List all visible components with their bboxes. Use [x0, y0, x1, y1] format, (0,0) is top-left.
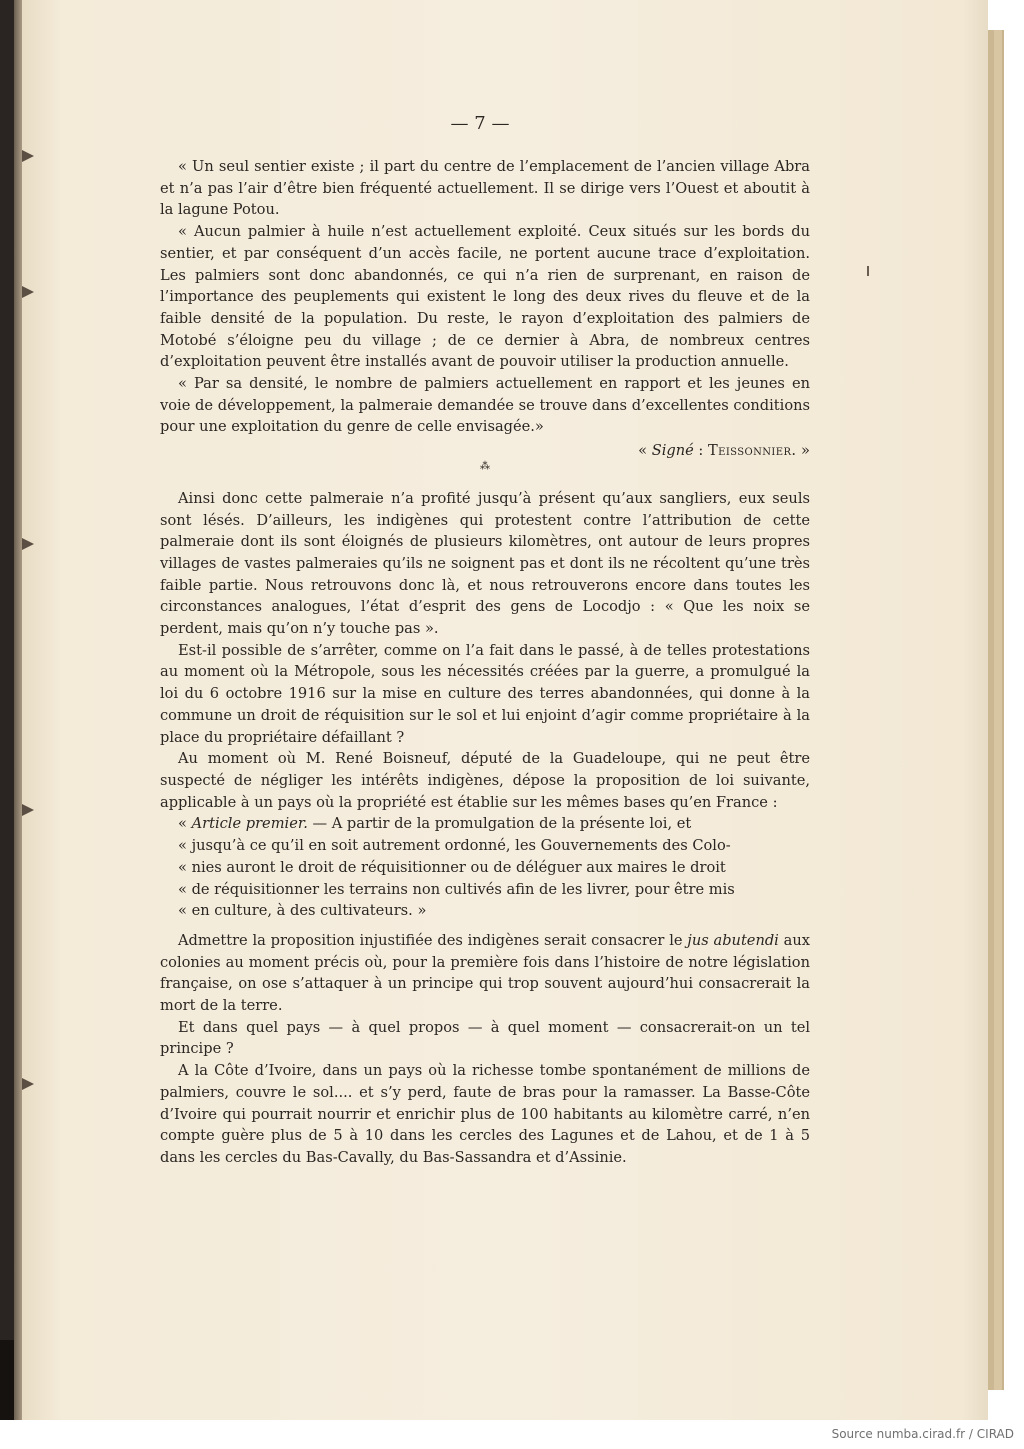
paragraph-quote-palmier: « Aucun palmier à huile n’est actuellement exploité. Ceux situés sur les bords du sentier, et par conséquent d’un accès facile, ne portent aucune trace d’exploitation. Les palmiers sont donc abandonnés, ce qui n’a rien de surprenant, en raison de l’importance des peuplements qui existent le long des deux rives du fleuve et de la faible densité de la population. Du reste, le rayon d’exploitation des palmiers de Motobé s’éloigne peu du village ; de ce dernier à Abra, de nombreux centres d’exploitation peuvent être installés avant de pouvoir utiliser la production annuelle. — [160, 223, 810, 371]
paragraph-quote-densite: « Par sa densité, le nombre de palmiers actuellement en rapport et les jeunes en voie de développement, la palmeraie demandée se trouve dans d’excellentes conditions pour une exploitation du genre de celle envisagée.» — [160, 375, 810, 436]
jus-abutendi-term: jus abutendi — [687, 931, 779, 949]
paragraph-jus-abutendi-end: aux colonies au moment précis où, pour la première fois dans l’histoire de notre législation française, on ose s’attaquer à un principe qui trop souvent aujourd’hui consacrerait la mort de la terre. — [160, 931, 810, 1015]
article-line-2: « jusqu’à ce qu’il en soit autrement ordonné, les Gouvernements des Colo- — [178, 837, 731, 855]
stray-ink-mark — [867, 266, 869, 276]
page-number: — 7 — — [450, 113, 510, 134]
paragraph-protestations: Est-il possible de s’arrêter, comme on l’a fait dans le passé, à de telles protestations au moment où la Métropole, sous les nécessités créées par la guerre, a promulgué la loi du 6 octobre 1916 sur la mise en culture des terres abandonnées, qui donne à la commune un droit de réquisition sur le sol et lui enjoint d’agir comme propriétaire à la place du propriétaire défaillant ? — [160, 641, 810, 746]
article-line-3: « nies auront le droit de réquisitionner ou de déléguer aux maires le droit — [178, 858, 726, 876]
signature-close-quote: » — [796, 442, 810, 460]
signature-line — [160, 440, 810, 462]
asterism-divider: ⁂ — [480, 460, 490, 472]
article-title: Article premier. — [191, 815, 308, 833]
binding-stitch-mark — [22, 804, 34, 816]
body-text — [160, 156, 810, 1169]
article-line-4: « de réquisitionner les terrains non cultivés afin de les livrer, pour être mis — [178, 880, 735, 898]
article-line-1-text: — A partir de la promulgation de la présente loi, et — [307, 815, 692, 833]
source-credit: Source numba.cirad.fr / CIRAD — [831, 1427, 1014, 1441]
paragraph-jus-abutendi — [160, 930, 810, 1017]
binding-stitch-mark — [22, 538, 34, 550]
article-premier-quote — [160, 813, 810, 922]
paragraph-jus-abutendi-start: Admettre la proposition injustifiée des indigènes serait consacrer le — [178, 931, 688, 949]
signature-name: Teissonnier. — [707, 442, 797, 460]
signature-separator: : — [693, 442, 708, 460]
article-line-1 — [160, 813, 810, 835]
binding-tape-lower — [0, 1340, 14, 1420]
signature-signe: Signé — [651, 442, 694, 460]
article-line-5: « en culture, à des cultivateurs. » — [178, 902, 427, 920]
paragraph-quote-sentier: « Un seul sentier existe ; il part du centre de l’emplacement de l’ancien village Abra et n’a pas l’air d’être bien fréquenté actuellement. Il se dirige vers l’Ouest et aboutit à la lagune Potou. — [160, 158, 810, 219]
binding-stitch-mark — [22, 286, 34, 298]
paragraph-quel-pays: Et dans quel pays — à quel propos — à quel moment — consacrerait-on un tel principe ? — [160, 1018, 810, 1058]
paragraph-sangliers: Ainsi donc cette palmeraie n’a profité jusqu’à présent qu’aux sangliers, eux seuls sont lésés. D’ailleurs, les indigènes qui protestent contre l’attribution de cette palmeraie dont ils sont éloignés de plusieurs kilomètres, ont autour de leurs propres villages de vastes palmeraies qu’ils ne soignent pas et dont ils ne récoltent qu’une très faible partie. Nous retrouvons donc là, et nous retrouverons encore dans toutes les circonstances analogues, l’état d’esprit des gens de Locodjo : « Que les noix se perdent, mais qu’on n’y touche pas ». — [160, 489, 810, 638]
book-spine — [0, 0, 14, 1420]
article-open-quote: « — [178, 815, 192, 833]
paragraph-cote-ivoire: A la Côte d’Ivoire, dans un pays où la richesse tombe spontanément de millions de palmiers, couvre le sol.... et s’y perd, faute de bras pour la ramasser. La Basse-Côte d’Ivoire qui pourrait nourrir et enrichir plus de 100 habitants au kilomètre carré, n’en compte guère plus de 5 à 10 dans les cercles des Lagunes et de Lahou, et de 1 à 5 dans les cercles du Bas-Cavally, du Bas-Sassandra et d’Assinie. — [160, 1062, 810, 1166]
binding-stitch-mark — [22, 1078, 34, 1090]
paragraph-boisneuf: Au moment où M. René Boisneuf, député de la Guadeloupe, qui ne peut être suspecté de négliger les intérêts indigènes, dépose la proposition de loi suivante, applicable à un pays où la propriété est établie sur les mêmes bases qu’en France : — [160, 750, 810, 811]
signature-open-quote: « — [638, 442, 652, 460]
binding-stitch-mark — [22, 150, 34, 162]
